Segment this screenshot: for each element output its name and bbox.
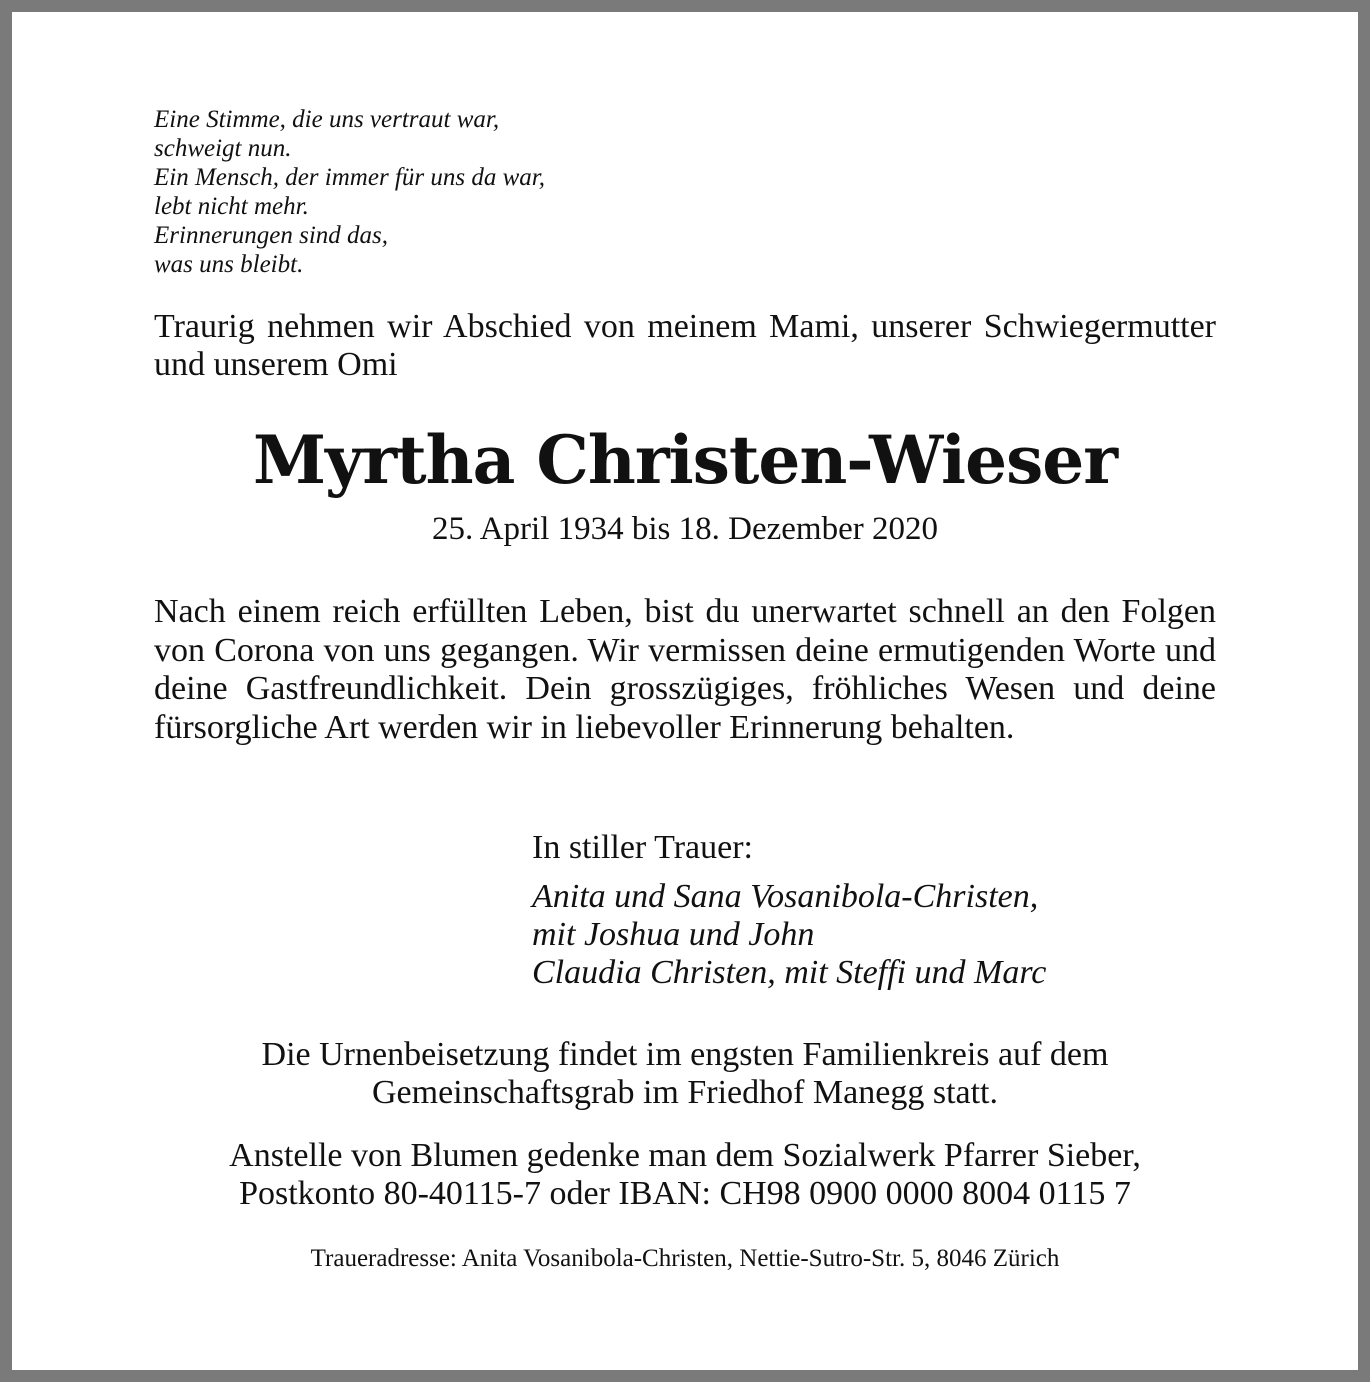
mourning-address: Traueradresse: Anita Vosanibola-Christen, Nettie-Sutro-Str. 5, 8046 Zürich (310, 1245, 1060, 1272)
intro-text: Traurig nehmen wir Abschied von meinem Mami, unserer Schwiegermutter und unserem Omi (154, 308, 1216, 383)
poem (154, 105, 545, 279)
life-dates: 25. April 1934 bis 18. Dezember 2020 (432, 511, 938, 547)
mourners-list (532, 878, 1046, 992)
burial-line: Gemeinschaftsgrab im Friedhof Manegg statt. (371, 1074, 998, 1111)
poem-line: lebt nicht mehr. (154, 193, 309, 220)
mourner-line: Claudia Christen, mit Steffi und Marc (532, 954, 1047, 991)
mourning-heading: In stiller Trauer: (532, 829, 753, 866)
tribute-text: Nach einem reich erfüllten Leben, bist du unerwartet schnell an den Folgen von Corona von uns gegangen. Wir vermissen deine ermutigenden Worte und deine Gastfreundlichkeit. Dein grosszügiges, fröhliches Wesen und deine fürsorgliche Art werden wir in liebevoller Erinnerung behalten. (154, 593, 1216, 746)
burial-line: Die Urnenbeisetzung findet im engsten Familienkreis auf dem (261, 1036, 1109, 1073)
poem-line: Ein Mensch, der immer für uns da war, (154, 164, 545, 191)
donation-line: Postkonto 80-40115-7 oder IBAN: CH98 0900 0000 8004 0115 7 (239, 1175, 1131, 1212)
obituary-page (12, 12, 1358, 1370)
poem-line: Eine Stimme, die uns vertraut war, (154, 106, 500, 133)
mourning-block (532, 828, 1046, 992)
donation-line: Anstelle von Blumen gedenke man dem Sozialwerk Pfarrer Sieber, (229, 1137, 1141, 1174)
poem-line: was uns bleibt. (154, 251, 304, 278)
deceased-name: Myrtha Christen-Wieser (252, 421, 1118, 499)
burial-notice (12, 1036, 1358, 1112)
mourner-line: Anita und Sana Vosanibola-Christen, (532, 878, 1039, 915)
mourner-line: mit Joshua und John (532, 916, 815, 953)
poem-line: Erinnerungen sind das, (154, 222, 389, 249)
donation-notice (12, 1137, 1358, 1213)
poem-line: schweigt nun. (154, 135, 292, 162)
